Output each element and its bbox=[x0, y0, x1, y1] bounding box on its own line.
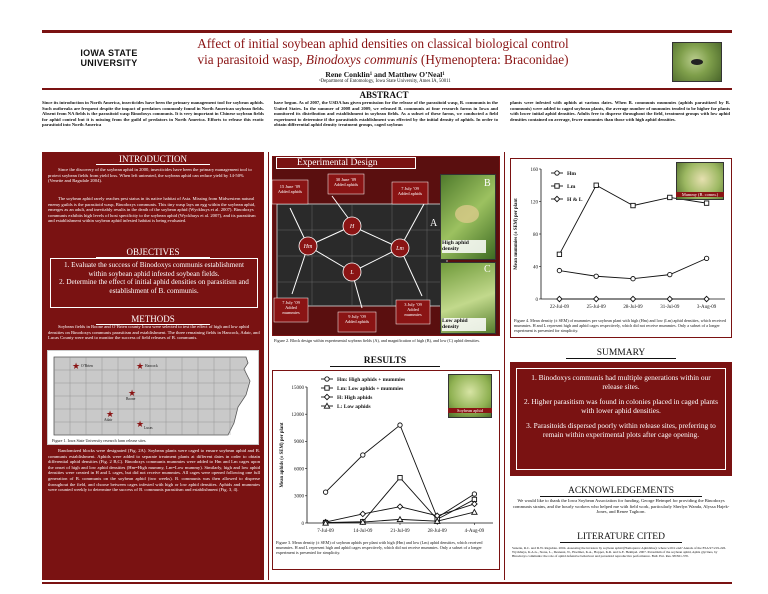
abstract-heading: ABSTRACT bbox=[359, 90, 409, 100]
legend-label: H: High aphids bbox=[337, 395, 373, 401]
date-label-tl: 15 June ’09 Added aphids bbox=[277, 184, 303, 194]
x-tick-label: 3-Aug-09 bbox=[696, 305, 717, 310]
iowa-map bbox=[48, 351, 258, 444]
node-lm-label: Lm bbox=[396, 246, 404, 252]
university-logo: IOWA STATE UNIVERSITY bbox=[80, 48, 138, 68]
y-tick-label: 6000 bbox=[294, 467, 304, 473]
fig4-caption: Figure 4. Mean density (± SEM) of mummies per soybean plant with high (Hm) and low (Lm) aphid densities, which received mummies. H and L represent high and aphid cages respectively, which did not receive mummies. Only a subset of a longer experiment is presented for simplicity. bbox=[514, 318, 727, 333]
x-tick-label: 21-Jul-09 bbox=[390, 529, 410, 534]
abstract-col-2: have begun. As of 2007, the USDA has given permission for the release of the parasitoid wasp, B. communis in the United States. In the summer of 2008 and 2009, we released B. communis at four research farms in Iowa and monitored its distribution and establishment in soybean fields. As a subset of these farms, we conducted a field experiment to determine if the parasitoids establishment was effected by the initial density of aphids. In order to obtain differential aphid density treatment groups, caged soybean bbox=[274, 100, 498, 128]
summary-2: 2. Higher parasitism was found in colonies placed in caged plants with lower aphid densities. bbox=[524, 397, 718, 415]
date-label-bl: 7 July ’09 Added mummies bbox=[282, 300, 300, 315]
site-label-boone: Boone bbox=[126, 397, 136, 401]
legend-label: Hm bbox=[567, 171, 577, 177]
legend-label: L: Low aphids bbox=[337, 404, 371, 410]
objectives-heading: OBJECTIVES bbox=[96, 247, 210, 258]
low-density-label: Low aphid density bbox=[442, 318, 486, 331]
y-tick-label: 3000 bbox=[294, 494, 304, 500]
summary-3: 3. Parasitoids dispersed poorly within release sites, preferring to remain within experimental plots after cage opening. bbox=[526, 421, 716, 439]
y-axis-label: Mean mummies (± SEM) per plant bbox=[514, 198, 519, 270]
summary-heading: SUMMARY bbox=[566, 348, 676, 359]
data-point bbox=[594, 296, 599, 301]
header-wasp-photo bbox=[672, 42, 722, 82]
x-tick-label: 28-Jul-09 bbox=[427, 529, 447, 534]
design-caption: Figure 2. Block design within experimental soybean fields (A), and magnification of high (B), and low (C) aphid densities. bbox=[274, 338, 481, 343]
y-tick-label: 80 bbox=[533, 232, 538, 238]
data-point bbox=[361, 453, 365, 457]
site-label-obrien: O’Brien bbox=[81, 364, 93, 368]
data-point bbox=[704, 296, 709, 301]
map-caption: Figure 1. Iowa State University research farm release sites. bbox=[52, 438, 147, 443]
x-tick-label: 22-Jul-09 bbox=[549, 305, 569, 310]
legend-label: H & L bbox=[567, 197, 583, 203]
panel-b-label: B bbox=[484, 178, 491, 189]
data-point bbox=[631, 276, 635, 280]
design-heading: Experimental Design bbox=[276, 157, 416, 169]
literature-heading: LITERATURE CITED bbox=[560, 532, 682, 543]
methods-p1: Soybean fields in Boone and O’Brien county Iowa were selected to test the effect of high and low aphid densities on Binodoxys communis parasitism and establishment. The three remaining fields in Hancock, Adair, and Lucas County were used to monitor the success of field releases of B. communis. bbox=[48, 324, 260, 341]
site-label-hancock: Hancock bbox=[145, 364, 158, 368]
x-tick-label: 4-Aug-09 bbox=[464, 529, 485, 534]
y-tick-label: 0 bbox=[301, 521, 304, 527]
legend-marker bbox=[555, 184, 559, 188]
fig3-caption: Figure 3. Mean density (± SEM) of soybean aphids per plant with high (Hm) and low (Lm) aphid densities, which received mummies. H and L represent high and aphid cages respectively, which did not receive mummies. Only a subset of a longer experiment is presented for simplicity. bbox=[276, 540, 483, 555]
legend-marker bbox=[325, 377, 329, 381]
acknowledgements-heading: ACKNOWLEDGEMENTS bbox=[540, 486, 702, 497]
node-l-label: L bbox=[350, 270, 354, 276]
x-tick-label: 31-Jul-09 bbox=[660, 305, 680, 310]
data-point bbox=[398, 475, 402, 479]
data-point bbox=[704, 256, 708, 260]
x-tick-label: 7-Jul-09 bbox=[317, 529, 334, 534]
results-heading: RESULTS bbox=[330, 356, 440, 367]
title-line-1: Affect of initial soybean aphid densities on classical biological control bbox=[197, 36, 569, 51]
methods-heading: METHODS bbox=[96, 314, 210, 325]
x-tick-label: 28-Jul-09 bbox=[623, 305, 643, 310]
site-label-adair: Adair bbox=[104, 418, 113, 422]
legend-marker bbox=[555, 171, 559, 175]
site-star-hancock: ★ bbox=[136, 361, 145, 371]
data-point bbox=[323, 490, 327, 494]
objectives-box bbox=[50, 258, 258, 308]
date-label-tr: 7 July ’09 Added aphids bbox=[397, 186, 423, 196]
site-star-adair: ★ bbox=[106, 409, 115, 419]
panel-c-label: C bbox=[484, 264, 491, 275]
date-label-br: 3 July ’09 Added mummies bbox=[404, 302, 422, 317]
introduction-p1: Since the discovery of the soybean aphid in 2000, insecticides have been the primary management tool to protect soybean fields from yield loss. When left untreated, the soybean aphid can reduce yield by 14-50% (Venette and Ragsdale 2004). bbox=[48, 167, 252, 184]
y-tick-label: 9000 bbox=[294, 440, 304, 446]
y-tick-label: 120 bbox=[530, 200, 538, 206]
affiliation: ¹Department of Entomology, Iowa State University, Ames IA, 50011 bbox=[319, 79, 451, 84]
data-point bbox=[594, 274, 598, 278]
middle-divider-left bbox=[268, 152, 269, 580]
objective-1: 1. Evaluate the success of Binodoxys communis establishment within soybean aphid infested soybean fields. bbox=[63, 261, 245, 278]
data-point bbox=[594, 183, 598, 187]
y-tick-label: 0 bbox=[535, 297, 538, 303]
y-axis-label: Mean aphids (± SEM) per plant bbox=[280, 422, 285, 488]
data-point bbox=[557, 268, 561, 272]
data-point bbox=[398, 423, 402, 427]
node-hm-label: Hm bbox=[303, 244, 313, 250]
middle-divider-right bbox=[504, 152, 505, 580]
top-border bbox=[42, 30, 732, 33]
acknowledgements-text: We would like to thank the Iowa Soybean Association for funding, George Heimpel for providing the Binodoxys communis strains, and the hourly workers who helped me with field work, particularly Sherlyn Wanda, Alyssa Hajek-Jones, and Renee Taghorn. bbox=[512, 498, 730, 515]
data-point bbox=[667, 296, 672, 301]
legend-marker bbox=[325, 386, 329, 390]
series-line-0 bbox=[559, 258, 706, 278]
aphid-photo-label: Soybean aphid bbox=[448, 408, 492, 413]
data-point bbox=[397, 504, 402, 509]
data-point bbox=[557, 296, 562, 301]
y-tick-label: 160 bbox=[530, 167, 538, 173]
authors: Rene Conklin¹ and Matthew O’Neal¹ bbox=[325, 70, 445, 79]
x-tick-label: 14-Jul-09 bbox=[353, 529, 373, 534]
data-point bbox=[668, 272, 672, 276]
legend-marker bbox=[324, 394, 329, 399]
summary-box bbox=[516, 368, 726, 470]
site-star-lucas: ★ bbox=[136, 419, 145, 429]
abstract-col-3: plants were infested with aphids at various dates. When B. communis mummies (aphids parasitized by B. communis) were added to caged soybean plants, the average number of mummies tended to be higher for plants with lower initial aphid densities. Adults free to disperse throughout the field, treatment groups with low aphid densities contained on average, fewer mummies than those with high aphid densities. bbox=[510, 100, 730, 122]
y-tick-label: 12000 bbox=[291, 413, 304, 418]
poster-title bbox=[168, 36, 598, 68]
legend-marker bbox=[554, 196, 559, 201]
mummy-photo-label: Mummy (B. comm.) bbox=[676, 192, 724, 197]
literature-text: Venette, R.C. and D.W. Ragsdale. 2004. Assessing the invasion by soybean aphid (Homoptera: Aphididae): where will it end? Annals of the ESA 97:219-226. Wyckhuys, K.A.G., Stone, L., Desneux, N., Hoelmer, K.A., Hopper, K.R. and G.E. Heimpel. 2007. Parasitism of the soybean aphid, Aphis glycines, by Binodoxys communis: the role of aphid defensive behaviour and parasitoid reproductive performance. Bull. Ent. Res. 98:361-370. bbox=[512, 546, 727, 559]
introduction-heading: INTRODUCTION bbox=[96, 154, 210, 165]
high-density-label: High aphid density bbox=[442, 240, 486, 253]
site-star-boone: ★ bbox=[128, 388, 137, 398]
title-line-2: via parasitoid wasp, Binodoxys communis (Hymenoptera: Braconidae) bbox=[197, 52, 569, 67]
bottom-border bbox=[42, 582, 732, 584]
block-plot bbox=[277, 204, 447, 306]
objective-2: 2. Determine the effect of initial aphid densities on parasitism and establishment of B. communis. bbox=[59, 278, 249, 295]
iowa-map-panel bbox=[47, 350, 259, 445]
site-label-lucas: Lucas bbox=[144, 426, 153, 430]
node-h-label: H bbox=[349, 224, 355, 230]
y-tick-label: 15000 bbox=[291, 385, 304, 391]
data-point bbox=[557, 252, 561, 256]
introduction-p2: The soybean aphid rarely reaches pest status in its native habitat of Asia. Missing from Midwestern natural enemy guilds is the parasitoid wasp, Binodoxys communis. This tiny wasp lays an egg within the soybean aphid, emerges as an adult, and inevitably results in the death of the soybean aphid (Wyckhuys et al. 2007). Binodoxys communis exhibits high levels of host specificity to the soybean aphid (Wyckhuys et al. 2007), and its parasitism and establishment within soybean aphid infested habitat is being evaluated. bbox=[48, 196, 256, 224]
data-point bbox=[668, 195, 672, 199]
data-point bbox=[630, 296, 635, 301]
data-point bbox=[631, 203, 635, 207]
methods-p2: Randomized blocks were designated (Fig. 2A). Soybean plants were caged to ensure soybean aphid and B. communis establishment. Aphids were added to separate treatment plants at different dates in order to obtain differential aphid densities (Fig. 2 B,C). Binodoxys communis mummies were added to Hm and Lm cages upon the onset of high and low aphid densities (Hm=High mummy, Lm=Low mummy). Similarly, high and low aphid densities were created in H and L cages, but did not receive mummies. All cages were opened following one full generation of B. communis on the soybean aphid (two weeks). B. communis was then allowed to disperse throughout the field, and choose between cages infested with high or low aphid densities. Aphids and mummies were counted weekly to determine the success of B. communis parasitism and establishment (Fig. 3, 4). bbox=[48, 448, 260, 493]
panel-a-label: A bbox=[430, 218, 438, 229]
data-point bbox=[360, 511, 365, 516]
data-point bbox=[472, 509, 477, 514]
data-point bbox=[472, 492, 476, 496]
site-star-obrien: ★ bbox=[72, 361, 81, 371]
date-label-tm: 30 June ’09 Added aphids bbox=[333, 177, 359, 187]
data-point bbox=[704, 201, 708, 205]
x-tick-label: 25-Jul-09 bbox=[586, 305, 606, 310]
y-tick-label: 40 bbox=[533, 265, 538, 271]
summary-1: 1. Binodoxys communis had multiple generations within our release sites. bbox=[531, 373, 711, 391]
legend-label: Hm: High aphids + mummies bbox=[337, 377, 406, 383]
legend-label: Lm: Low aphids + mummies bbox=[337, 386, 404, 392]
legend-label: Lm bbox=[567, 184, 576, 190]
abstract-col-1: Since its introduction in North America, insecticides have been the primary management tool for soybean aphids. Such outbreaks are frequent despite the impact of predators commonly found in North American soybean fields. Absent from NA fields is the parasitoid wasp Binodoxys communis. It is very important in Chinese soybean fields for aphid control but it is missing from the guild of predators in North America. Efforts to release this exotic parasitoid into North America bbox=[42, 100, 264, 128]
date-label-bm: 9 July ’09 Added aphids bbox=[344, 314, 370, 324]
